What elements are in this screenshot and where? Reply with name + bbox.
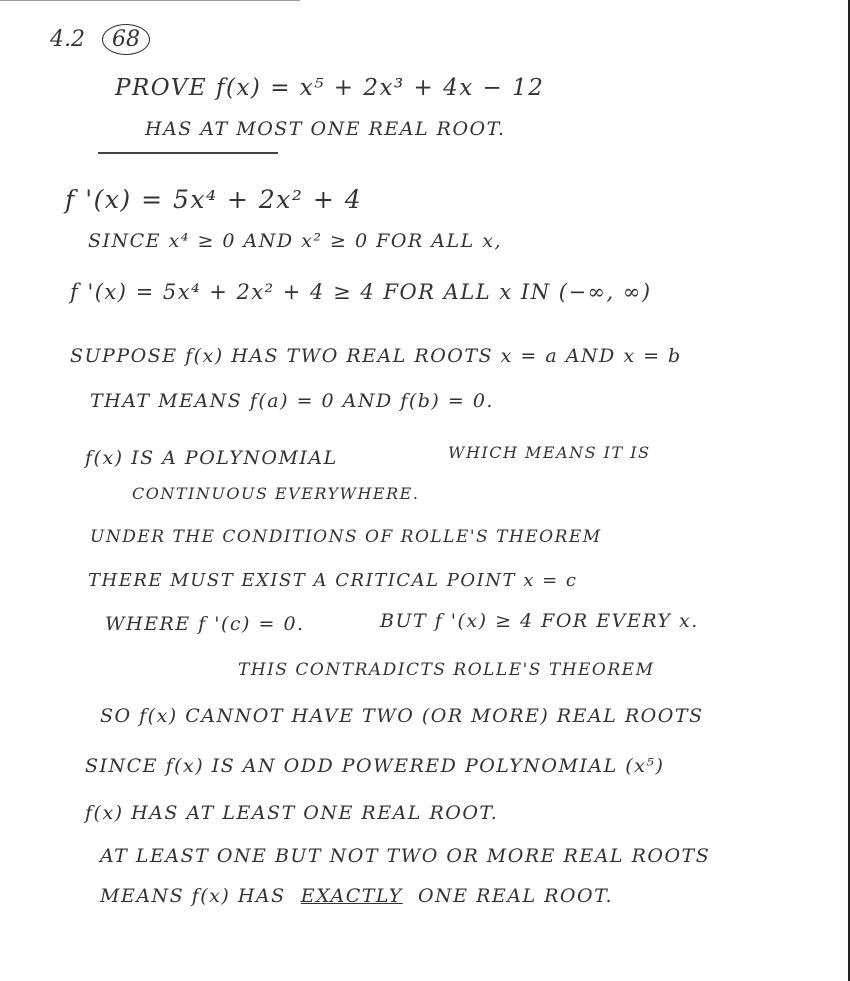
problem-statement: PROVE f(x) = x⁵ + 2x³ + 4x − 12 <box>115 75 545 101</box>
proof-line: f(x) IS A POLYNOMIAL <box>85 447 338 469</box>
proof-line: f '(x) = 5x⁴ + 2x² + 4 ≥ 4 FOR ALL x IN (−∞, ∞) <box>70 280 652 304</box>
scan-edge-top <box>0 0 300 1</box>
proof-line: WHERE f '(c) = 0. <box>105 613 305 635</box>
proof-line: UNDER THE CONDITIONS OF ROLLE'S THEOREM <box>90 527 602 547</box>
underline <box>98 152 278 154</box>
problem-statement-2: HAS AT MOST ONE REAL ROOT. <box>145 118 506 140</box>
proof-line: THIS CONTRADICTS ROLLE'S THEOREM <box>238 660 655 680</box>
proof-line: SUPPOSE f(x) HAS TWO REAL ROOTS x = a AND x = b <box>70 345 682 367</box>
proof-line: SO f(x) CANNOT HAVE TWO (OR MORE) REAL ROOTS <box>100 705 704 727</box>
section-number: 4.2 <box>50 27 85 52</box>
conclusion-line <box>100 885 613 907</box>
proof-line: AT LEAST ONE BUT NOT TWO OR MORE REAL ROOTS <box>100 845 711 867</box>
proof-line: BUT f '(x) ≥ 4 FOR EVERY x. <box>380 610 699 632</box>
proof-line: f(x) HAS AT LEAST ONE REAL ROOT. <box>85 802 499 824</box>
proof-line: THERE MUST EXIST A CRITICAL POINT x = c <box>88 570 578 591</box>
conclusion-emphasis: EXACTLY <box>300 885 403 907</box>
proof-line: SINCE x⁴ ≥ 0 AND x² ≥ 0 FOR ALL x, <box>88 230 502 252</box>
proof-line: WHICH MEANS IT IS <box>448 443 651 462</box>
conclusion-start: MEANS f(x) HAS <box>100 885 286 907</box>
proof-line: CONTINUOUS EVERYWHERE. <box>132 484 420 503</box>
problem-number-circled: 68 <box>102 24 150 55</box>
proof-line: THAT MEANS f(a) = 0 AND f(b) = 0. <box>90 390 494 412</box>
problem-label <box>50 24 150 55</box>
proof-line: SINCE f(x) IS AN ODD POWERED POLYNOMIAL (x⁵) <box>85 755 665 777</box>
derivative: f '(x) = 5x⁴ + 2x² + 4 <box>65 185 363 214</box>
conclusion-end: ONE REAL ROOT. <box>417 885 613 907</box>
